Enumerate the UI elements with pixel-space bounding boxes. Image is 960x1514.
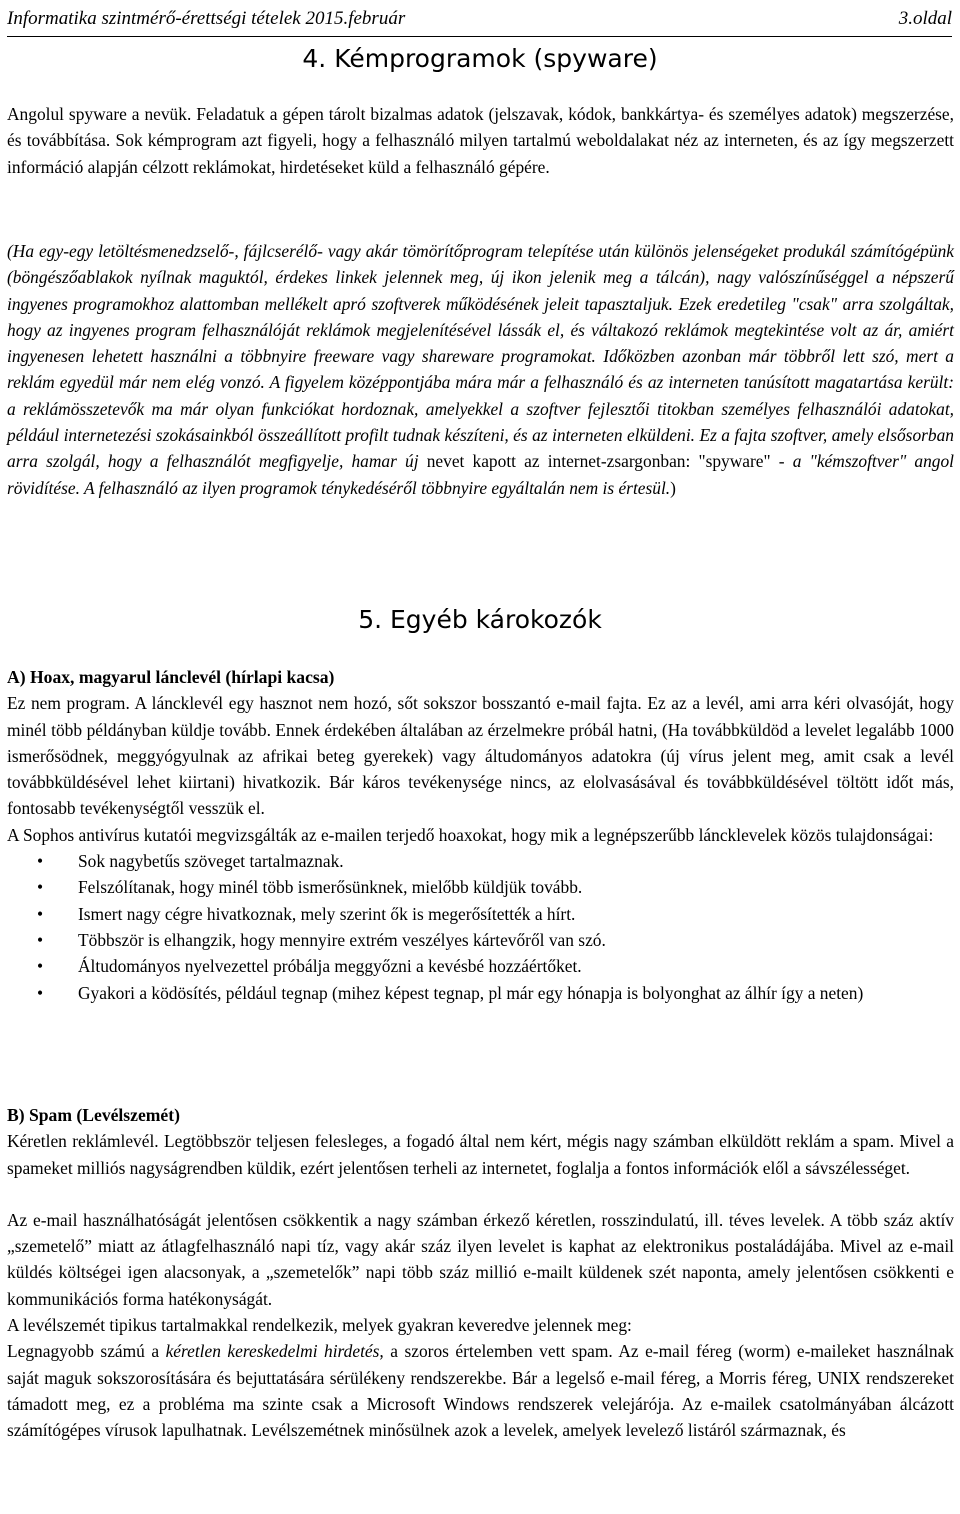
section-5-hoax (7, 664, 954, 1006)
bullet-icon: • (37, 877, 44, 898)
list-item (7, 901, 954, 927)
list-item (7, 874, 954, 900)
list-item (7, 927, 954, 953)
list-item-text: Sok nagybetűs szöveget tartalmaznak. (78, 851, 344, 872)
spam-p4-rest: a szoros értelemben vett spam. Az e-mail féreg (worm) e-maileket használnak saját maguk sokszorosítására és bejuttatására sérülékeny rendszerekbe. Bár a legelső e-mail féreg, a Morris féreg, UNIX rendszereket támadott meg, ez a probléma ma szinte csak a Microsoft Windows rendszerek velejárója. Az e-mailek csatolmányában álcázott számítógépes vírusok lapulhatnak. Levélszemétnek minősülnek azok a levelek, amelyek levelező listáról származnak, és (7, 1341, 954, 1441)
bullet-icon: • (37, 929, 44, 950)
spam-paragraph-4 (7, 1338, 954, 1443)
section-4-italic-text: (Ha egy-egy letöltésmenedzselő-, fájlcserélő- vagy akár tömörítőprogram telepítése után különös jelenségeket produkál számítógépünk (böngészőablakok nyílnak maguktól, érdekes linkek jelennek meg, új ikon jelenik meg a tálcán), nagy valószínűséggel a népszerű ingyenes programokhoz alattomban mellékelt apró szoftverek működésének jeleit tapasztaljuk. Ezek eredetileg "csak" arra szolgáltak, hogy az ingyenes program felhasználóját reklámok megjelenítésével lássák el, és váltakozó reklámok megtekintése volt az ár, amiért ingyenesen lehetett használni a többnyire freeware vagy shareware programokat. Időközben azonban már többről lett szó, mert a reklám egyedül már nem elég vonzó. A figyelem középpontjába mára már a felhasználó és az interneten tanúsított magatartása került: a reklámösszetevők ma már olyan funkciókat hordoznak, amelyekkel a szoftver fejlesztői titokban személyes felhasználói adatokat, például internetezési szokásainkból összeállított profilt tudnak készíteni, és az interneten elküldeni. Ez a fajta szoftver, amely elsősorban arra szolgál, hogy a felhasználót megfigyelje, hamar új (7, 241, 954, 472)
spam-paragraph-1: Kéretlen reklámlevél. Legtöbbször teljesen felesleges, a fogadó által nem kért, mégis nagy számban elküldött reklám a spam. Mivel a spameket milliós nagyságrendben küldik, ezért jelentősen terheli az internetet, foglalja a fontos információk elől a sávszélességet. (7, 1131, 954, 1178)
list-item-text: Ismert nagy cégre hivatkoznak, mely szerint ők is megerősítették a hírt. (78, 903, 576, 924)
section-4-italic-tail: - a "kémszoftver" angol rövidítése. A felhasználó az ilyen programok ténykedéséről többnyire egyáltalán nem is értesül. (7, 451, 954, 498)
spam-p4-start: Legnagyobb számú a (7, 1341, 166, 1362)
list-item (7, 980, 954, 1006)
section-4-paragraph (7, 238, 954, 501)
bullet-icon: • (37, 982, 44, 1003)
list-item-text: Gyakori a ködösítés, például tegnap (mihez képest tegnap, pl már egy hónapja is bolyonghat az álhír így a neten) (78, 982, 864, 1003)
spam-heading: B) Spam (Levélszemét) (7, 1105, 180, 1125)
header-title: Informatika szintmérő-érettségi tételek 2015.február (7, 8, 406, 29)
header-page-number: 3.oldal (898, 8, 952, 29)
hoax-paragraph-2: A Sophos antivírus kutatói megvizsgálták az e-mailen terjedő hoaxokat, hogy mik a legnépszerűbb láncklevelek közös tulajdonságai: (7, 824, 934, 845)
page-header (7, 2, 952, 37)
spam-paragraph-3: A levélszemét tipikus tartalmakkal rendelkezik, melyek gyakran keveredve jelennek meg: (7, 1315, 632, 1336)
hoax-paragraph-1: Ez nem program. A láncklevél egy hasznot nem hozó, sőt sokszor bosszantó e-mail fajta. Ez az a levél, ami arra kéri olvasóját, hogy minél több példányban küldje tovább. Ennek érdekében általában az érzelmekre próbál hatni, (Ha továbbküldöd a levelet legalább 1000 ismerősödnek, meggyógyulnak az afrikai beteg gyerekek) vagy áltudományos adatokra (új vírus jelent meg, amit csak a levél továbbküldésével lehet kiirtani) hivatkozik. Bár káros tevékenysége nincs, az elolvasásával és továbbküldésével töltött időt más, fontosabb tevékenységtől vesszük el. (7, 693, 954, 819)
section-4-intro: Angolul spyware a nevük. Feladatuk a gépen tárolt bizalmas adatok (jelszavak, kódok, bankkártya- és személyes adatok) megszerzése, és továbbítása. Sok kémprogram azt figyeli, hogy a felhasználó milyen tartalmú weboldalakat néz az interneten, és az így megszerzett információ alapján célzott reklámokat, hirdetéseket küld a felhasználó gépére. (7, 104, 954, 177)
closing-paren: ) (670, 477, 676, 498)
bullet-icon: • (37, 903, 44, 924)
hoax-traits-list (7, 848, 954, 1006)
list-item-text: Áltudományos nyelvezettel próbálja meggyőzni a kevésbé hozzáértőket. (78, 956, 582, 977)
section-4-italic-block (7, 238, 954, 501)
spam-p4-italic: kéretlen kereskedelmi hirdetés, (165, 1341, 384, 1362)
hoax-heading: A) Hoax, magyarul lánclevél (hírlapi kacsa) (7, 667, 335, 687)
list-item (7, 953, 954, 979)
list-item-text: Felszólítanak, hogy minél több ismerősünknek, mielőbb küldjük tovább. (78, 877, 583, 898)
section-4-body (7, 101, 954, 180)
list-item (7, 848, 954, 874)
section-5-spam (7, 1102, 954, 1444)
bullet-icon: • (37, 851, 44, 872)
section-4-heading: 4. Kémprogramok (spyware) (302, 44, 658, 73)
section-5-heading: 5. Egyéb károkozók (358, 605, 602, 634)
list-item-text: Többször is elhangzik, hogy mennyire extrém veszélyes kártevőről van szó. (78, 929, 606, 950)
bullet-icon: • (37, 956, 44, 977)
spyware-term: nevet kapott az internet-zsargonban: "spyware" (426, 451, 771, 472)
spam-paragraph-2: Az e-mail használhatóságát jelentősen csökkentik a nagy számban érkező kéretlen, rosszindulatú, ill. téves levelek. A több száz aktív „szemetelő” miatt az átlagfelhasználó napi tíz, vagy akár száz ilyen levelet is kaphat az elektronikus postaládájába. Mivel az e-mail küldés költségei igen alacsonyak, a „szemetelők” napi több száz millió e-mailt küldenek szét naponta, amely jelentősen csökkenti e kommunikációs forma hatékonyságát. (7, 1209, 954, 1309)
